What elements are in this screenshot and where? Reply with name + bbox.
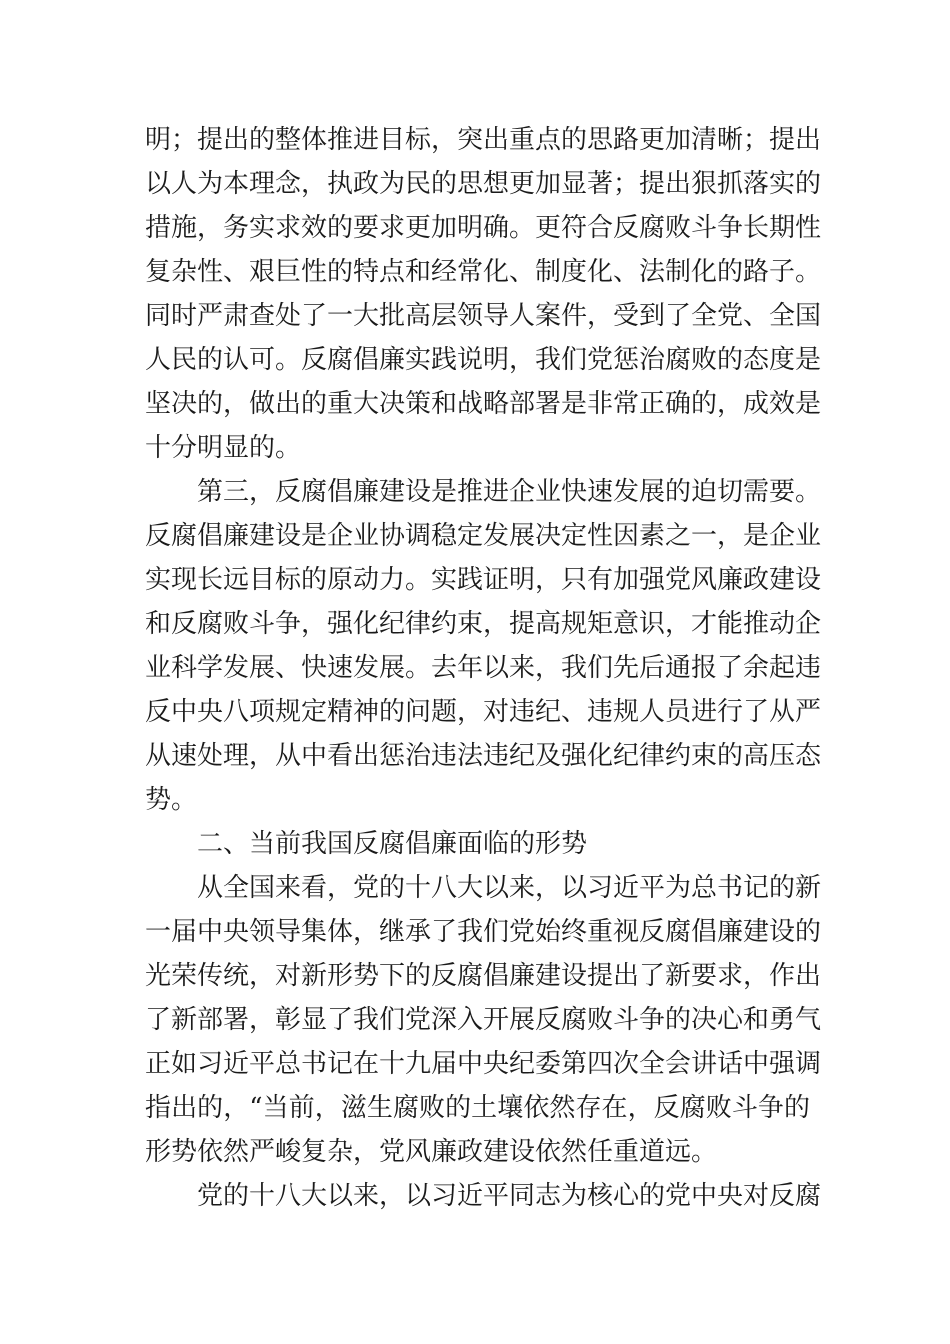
text-line: 反腐倡廉建设是企业协调稳定发展决定性因素之一，是企业 <box>145 521 822 551</box>
text-line: 指出的，“当前，滋生腐败的土壤依然存在，反腐败斗争的 <box>145 1093 810 1123</box>
document-body <box>145 118 822 1218</box>
text-line: 了新部署，彰显了我们党深入开展反腐败斗争的决心和勇气 <box>145 1005 822 1035</box>
text-line: 实现长远目标的原动力。实践证明，只有加强党风廉政建设 <box>145 565 822 595</box>
text-line: 党的十八大以来，以习近平同志为核心的党中央对反腐 <box>197 1181 822 1211</box>
text-line: 业科学发展、快速发展。去年以来，我们先后通报了余起违 <box>145 653 822 683</box>
text-line: 和反腐败斗争，强化纪律约束，提高规矩意识，才能推动企 <box>145 609 822 639</box>
text-line: 二、当前我国反腐倡廉面临的形势 <box>197 829 588 859</box>
text-line: 形势依然严峻复杂，党风廉政建设依然任重道远。 <box>145 1137 718 1167</box>
text-line: 复杂性、艰巨性的特点和经常化、制度化、法制化的路子。 <box>145 257 822 287</box>
text-line: 正如习近平总书记在十九届中央纪委第四次全会讲话中强调 <box>145 1049 822 1079</box>
text-line: 从速处理，从中看出惩治违法违纪及强化纪律约束的高压态 <box>145 741 822 771</box>
text-line: 人民的认可。反腐倡廉实践说明，我们党惩治腐败的态度是 <box>145 345 822 375</box>
text-line: 势。 <box>145 785 198 815</box>
text-line: 以人为本理念，执政为民的思想更加显著；提出狠抓落实的 <box>145 169 822 199</box>
text-line: 从全国来看，党的十八大以来，以习近平为总书记的新 <box>197 873 822 903</box>
text-line: 同时严肃查处了一大批高层领导人案件，受到了全党、全国 <box>145 301 822 331</box>
text-line: 反中央八项规定精神的问题，对违纪、违规人员进行了从严 <box>145 697 822 727</box>
text-line: 十分明显的。 <box>145 433 302 463</box>
text-line: 明；提出的整体推进目标，突出重点的思路更加清晰；提出 <box>145 125 822 155</box>
text-line: 第三，反腐倡廉建设是推进企业快速发展的迫切需要。 <box>197 477 822 507</box>
text-line: 坚决的，做出的重大决策和战略部署是非常正确的，成效是 <box>145 389 822 419</box>
text-line: 光荣传统，对新形势下的反腐倡廉建设提出了新要求，作出 <box>145 961 822 991</box>
text-line: 一届中央领导集体，继承了我们党始终重视反腐倡廉建设的 <box>145 917 822 947</box>
text-line: 措施，务实求效的要求更加明确。更符合反腐败斗争长期性 <box>145 213 822 243</box>
